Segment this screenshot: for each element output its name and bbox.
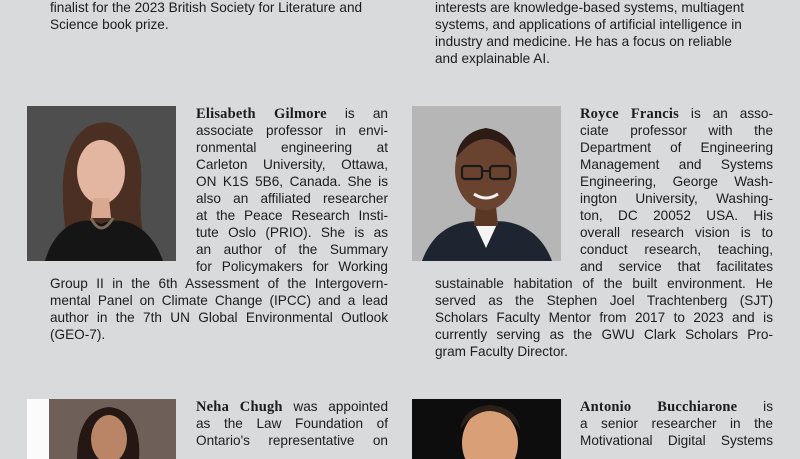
text-line: ronmental engineering at <box>196 140 388 155</box>
text-line: overall research vision is to <box>580 225 773 240</box>
francis-name: Royce Francis <box>580 106 679 122</box>
chugh-name: Neha Chugh <box>196 399 283 415</box>
text-line: and service that facilitates <box>580 259 773 274</box>
text-line: and explainable AI. <box>435 51 550 66</box>
text-line: interests are knowledge-based systems, multiagent <box>435 0 745 15</box>
bio-text: is <box>763 399 773 414</box>
text-line: ciate professor with the <box>580 123 773 138</box>
text-line: served as the Stephen Joel Trachtenberg (SJT) <box>435 293 773 308</box>
bio-first-line <box>196 105 388 123</box>
text-line: a senior researcher in the <box>580 416 773 431</box>
text-line: ington University, Washing- <box>580 191 773 206</box>
text-line: as the Law Foundation of <box>196 416 388 431</box>
text-line: Group II in the 6th Assessment of the Intergovern- <box>50 276 388 291</box>
text-line: ton, DC 20052 USA. His <box>580 208 773 223</box>
text-line: Carleton University, Ottawa, <box>196 157 388 172</box>
text-line: tute Oslo (PRIO). She is as <box>196 225 388 240</box>
bio-text: was appointed <box>293 399 389 414</box>
text-line: ON K1S 5B6, Canada. She is <box>196 174 388 189</box>
text-line: Scholars Faculty Mentor from 2017 to 2023 and is <box>435 310 773 325</box>
gilmore-name: Elisabeth Gilmore <box>196 106 327 122</box>
text-line: currently serving as the GWU Clark Scholars Pro- <box>435 327 773 342</box>
francis-photo <box>412 106 561 261</box>
chugh-photo <box>27 399 176 459</box>
bio-first-line <box>196 398 388 416</box>
bucchiarone-name: Antonio Bucchiarone <box>580 399 738 415</box>
text-line: Management and Systems <box>580 157 773 172</box>
text-line: Ontario's representative on <box>196 433 388 448</box>
text-line: also an affiliated researcher <box>196 191 388 206</box>
text-line: an author of the Summary <box>196 242 388 257</box>
text-line: Science book prize. <box>50 17 169 32</box>
text-line: Engineering, George Wash- <box>580 174 773 189</box>
text-line: associate professor in envi- <box>196 123 388 138</box>
text-line: (GEO-7). <box>50 327 106 342</box>
bio-text: is an asso- <box>690 106 773 121</box>
text-line: industry and medicine. He has a focus on reliable <box>435 34 732 49</box>
gilmore-photo <box>27 106 176 261</box>
bio-first-line <box>580 105 773 123</box>
text-line: mental Panel on Climate Change (IPCC) and a lead <box>50 293 388 308</box>
text-line: finalist for the 2023 British Society for Literature and <box>50 0 363 15</box>
text-line: gram Faculty Director. <box>435 344 568 359</box>
text-line: for Policymakers for Working <box>196 259 388 274</box>
text-line: conduct research, teaching, <box>580 242 773 257</box>
bio-first-line <box>580 398 773 416</box>
bio-text: is an <box>344 106 388 121</box>
text-line: at the Peace Research Insti- <box>196 208 388 223</box>
bucchiarone-photo <box>412 399 561 459</box>
text-line: Department of Engineering <box>580 140 773 155</box>
text-line: Motivational Digital Systems <box>580 433 773 448</box>
text-line: sustainable habitation of the built environment. He <box>435 276 773 291</box>
text-line: author in the 7th UN Global Environmental Outlook <box>50 310 388 325</box>
text-line: systems, and applications of artificial intelligence in <box>435 17 742 32</box>
